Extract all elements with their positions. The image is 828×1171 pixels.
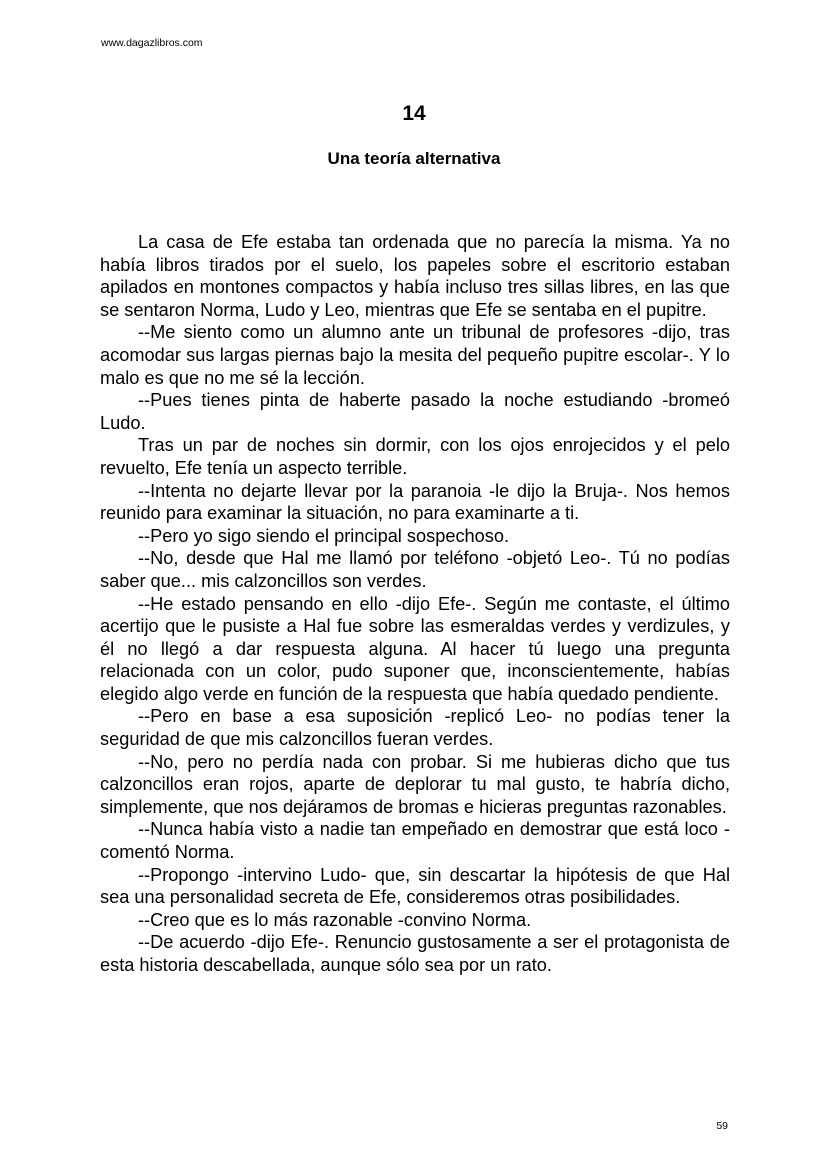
paragraph: --No, desde que Hal me llamó por teléfono -objetó Leo-. Tú no podías saber que... mis calzoncillos son verdes. [100, 548, 730, 591]
paragraph: --Pues tienes pinta de haberte pasado la noche estudiando -bromeó Ludo. [100, 390, 730, 433]
paragraph: --Me siento como un alumno ante un tribunal de profesores -dijo, tras acomodar sus largas piernas bajo la mesita del pequeño pupitre escolar-. Y lo malo es que no me sé la lección. [100, 322, 730, 388]
paragraph: --Creo que es lo más razonable -convino Norma. [138, 909, 532, 930]
paragraph: --He estado pensando en ello -dijo Efe-. Según me contaste, el último acertijo que le pusiste a Hal fue sobre las esmeraldas verdes y verdizules, y él no llegó a dar respuesta alguna. Al hacer tú luego una pregunta relacionada con un color, pudo suponer que, inconscientemente, habías elegido algo verde en función de la respuesta que había quedado pendiente. [100, 593, 730, 704]
paragraph: --Pero yo sigo siendo el principal sospechoso. [138, 525, 510, 546]
paragraph: Tras un par de noches sin dormir, con los ojos enrojecidos y el pelo revuelto, Efe tenía un aspecto terrible. [100, 435, 730, 478]
paragraph: --No, pero no perdía nada con probar. Si me hubieras dicho que tus calzoncillos eran rojos, aparte de deplorar tu mal gusto, te habría dicho, simplemente, que nos dejáramos de bromas e hicieras preguntas razonables. [100, 751, 730, 817]
paragraph: --De acuerdo -dijo Efe-. Renuncio gustosamente a ser el protagonista de esta historia descabellada, aunque sólo sea por un rato. [100, 932, 730, 975]
page-number: 59 [716, 1120, 728, 1132]
chapter-title: Una teoría alternativa [327, 149, 501, 168]
site-url[interactable]: www.dagazlibros.com [101, 37, 203, 49]
chapter-body [100, 231, 730, 977]
paragraph: --Intenta no dejarte llevar por la paranoia -le dijo la Bruja-. Nos hemos reunido para examinar la situación, no para examinarte a ti. [100, 480, 730, 524]
paragraph: --Pero en base a esa suposición -replicó Leo- no podías tener la seguridad de que mis calzoncillos fueran verdes. [100, 706, 730, 750]
paragraph: --Propongo -intervino Ludo- que, sin descartar la hipótesis de que Hal sea una personalidad secreta de Efe, consideremos otras posibilidades. [100, 864, 730, 908]
paragraph: La casa de Efe estaba tan ordenada que no parecía la misma. Ya no había libros tirados por el suelo, los papeles sobre el escritorio estaban apilados en montones compactos y había incluso tres sillas libres, en las que se sentaron Norma, Ludo y Leo, mientras que Efe se sentaba en el pupitre. [100, 232, 730, 320]
paragraph: --Nunca había visto a nadie tan empeñado en demostrar que está loco -comentó Norma. [100, 819, 730, 863]
chapter-number: 14 [402, 102, 426, 125]
